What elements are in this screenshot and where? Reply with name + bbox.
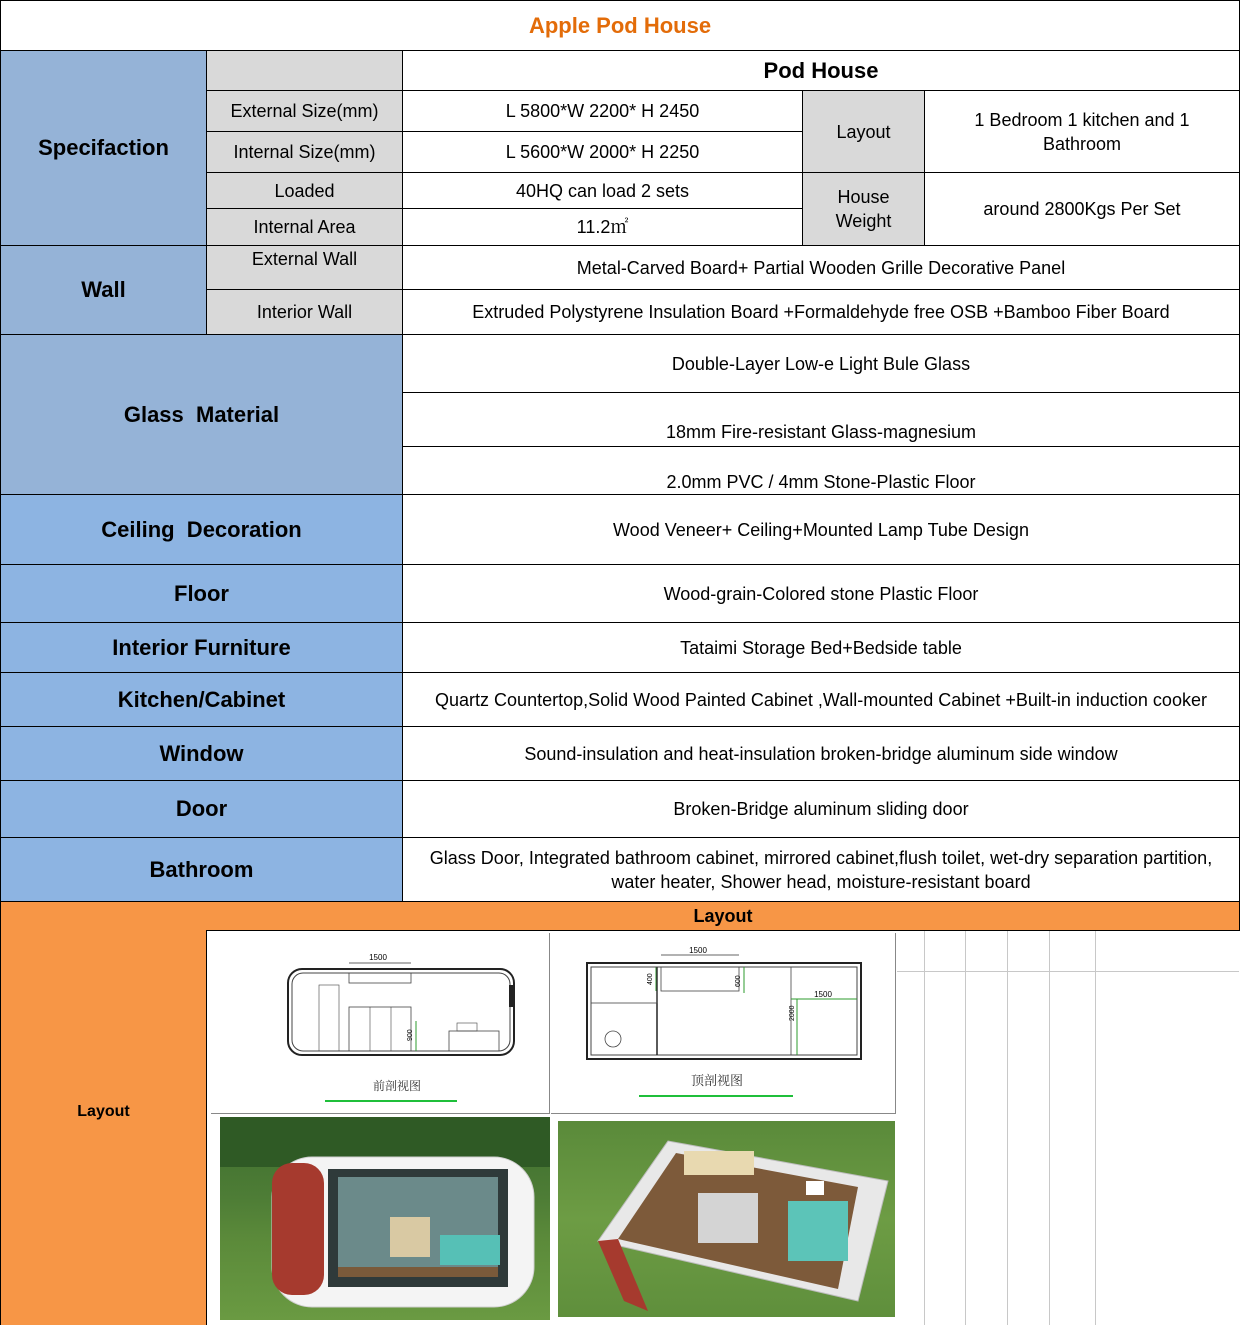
top-caption: 顶剖视图 [690,1074,744,1089]
bathroom-label: Bathroom [1,838,402,901]
border-line [207,172,1240,173]
glass-value-3: 2.0mm PVC / 4mm Stone-Plastic Floor [666,472,976,492]
pod-render-top-svg [558,1121,895,1317]
grid-line [924,931,925,1325]
border-line [206,930,207,1325]
house-weight-label: House Weight [803,173,924,245]
spec-header-blank [207,51,402,90]
floor-label: Floor [1,565,402,622]
front-height-dim: 900 [407,1029,414,1041]
top-width-dim: 1500 [689,946,707,955]
internal-size-value: L 5600*W 2000* H 2250 [505,142,700,162]
border-line [207,930,1240,931]
border-line [0,564,1240,565]
external-wall-label: External Wall [207,246,402,289]
wall-label: Wall [1,246,206,334]
door-label: Door [1,781,402,837]
border-line [0,622,1240,623]
border-line [207,208,803,209]
front-section-drawing [211,933,550,1114]
layout-header: Layout [693,905,753,926]
kitchen-label: Kitchen/Cabinet [1,673,402,726]
specification-label: Specifaction [1,51,206,245]
loaded-value: 40HQ can load 2 sets [515,180,690,201]
layout-label: Layout [803,91,924,172]
border-line [403,392,1240,393]
border-line [0,901,1240,902]
border-line [207,289,1240,290]
border-line [0,50,1240,51]
grid-line [897,971,1239,972]
pod-render-top [558,1121,895,1317]
kitchen-value: Quartz Countertop,Solid Wood Painted Cabinet ,Wall-mounted Cabinet +Built-in induction cooker [435,689,1207,710]
interior-wall-label: Interior Wall [207,290,402,334]
border-line [206,51,207,334]
floor-value: Wood-grain-Colored stone Plastic Floor [663,583,979,604]
border-line [0,334,1240,335]
border-line [0,672,1240,673]
loaded-label: Loaded [207,173,402,208]
ceiling-label: Ceiling Decoration [1,495,402,564]
internal-area-label: Internal Area [207,209,402,245]
border-line [0,0,1,1325]
border-line [403,446,1240,447]
page-title-text: Apple Pod House [528,12,712,38]
glass-value-1: Double-Layer Low-e Light Bule Glass [671,353,971,374]
glass-value-2: 18mm Fire-resistant Glass-magnesium [665,422,977,442]
ceiling-value: Wood Veneer+ Ceiling+Mounted Lamp Tube Design [613,519,1029,540]
top-d1-dim: 400 [647,973,654,985]
internal-area-value: 11.2㎡ [576,217,629,237]
bathroom-value: Glass Door, Integrated bathroom cabinet, mirrored cabinet,flush toilet, wet-dry separation partition, water heater, Shower head, moisture-resistant board [429,847,1213,892]
layout-value: 1 Bedroom 1 kitchen and 1 Bathroom [974,109,1190,154]
house-weight-value: around 2800Kgs Per Set [983,199,1181,219]
grid-line [1095,931,1096,1325]
top-section-drawing [551,933,896,1114]
border-line [0,245,1240,246]
border-line [402,51,403,901]
grid-line [965,931,966,1325]
page-title [1,1,1239,50]
front-section-svg [211,933,550,1114]
furniture-value: Tataimi Storage Bed+Bedside table [680,637,962,658]
pod-render-side-svg [220,1117,550,1320]
external-wall-value: Metal-Carved Board+ Partial Wooden Grille Decorative Panel [576,257,1066,278]
top-bed-w-dim: 1500 [814,990,832,999]
border-line [0,837,1240,838]
external-size-label: External Size(mm) [207,91,402,131]
border-line [0,494,1240,495]
border-line [207,131,803,132]
border-line [0,0,1240,1]
border-line [0,780,1240,781]
interior-wall-value: Extruded Polystyrene Insulation Board +Formaldehyde free OSB +Bamboo Fiber Board [472,302,1170,322]
top-bed-h-dim: 2000 [789,1005,796,1021]
border-line [207,90,1240,91]
product-header: Pod House [763,57,879,83]
top-d2-dim: 600 [735,975,742,987]
window-value: Sound-insulation and heat-insulation broken-bridge aluminum side window [524,743,1118,764]
grid-line [1049,931,1050,1325]
furniture-label: Interior Furniture [1,623,402,672]
internal-size-label: Internal Size(mm) [207,132,402,172]
border-line [0,726,1240,727]
border-line [802,91,803,245]
window-label: Window [1,727,402,780]
layout-side-label: Layout [77,1103,130,1120]
top-section-svg [551,933,896,1114]
glass-material-label: Glass Material [1,335,402,494]
border-line [924,91,925,245]
grid-line [1007,931,1008,1325]
front-width-dim: 1500 [369,953,387,962]
pod-render-side [220,1117,550,1320]
external-size-value: L 5800*W 2200* H 2450 [505,101,700,121]
door-value: Broken-Bridge aluminum sliding door [673,799,969,819]
front-caption: 前剖视图 [372,1079,422,1093]
